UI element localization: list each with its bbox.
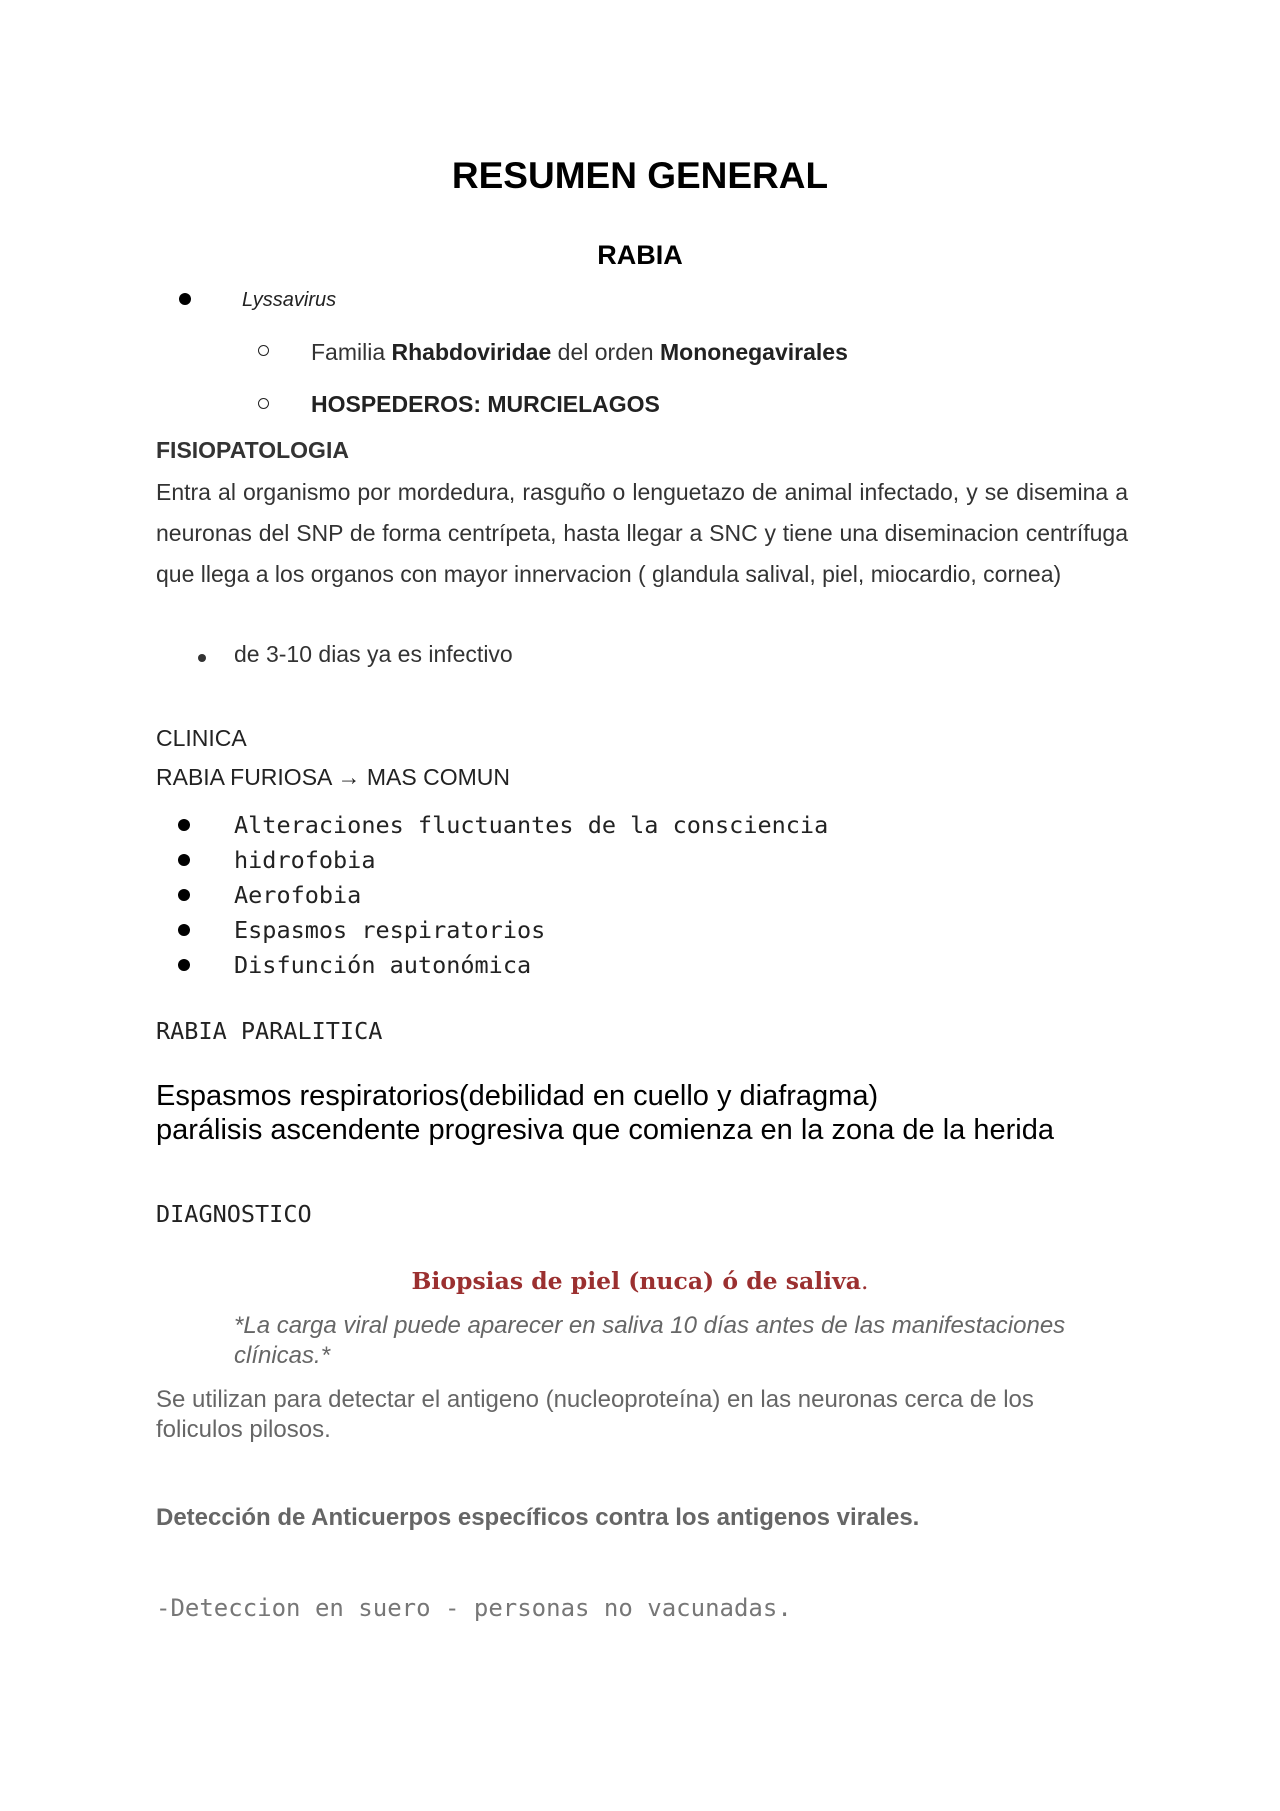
hosts-text: HOSPEDEROS: MURCIELAGOS (311, 391, 660, 417)
family-prefix: Familia (311, 339, 392, 365)
bullet-dot-icon (178, 959, 190, 971)
biopsias-suffix: . (860, 1267, 869, 1295)
furiosa-item: hidrofobia (234, 846, 376, 874)
order-name: Mononegavirales (659, 339, 848, 365)
fisiopatologia-heading: FISIOPATOLOGIA (156, 437, 349, 463)
clinica-heading: CLINICA (156, 725, 247, 751)
fisiopatologia-bullet: de 3-10 dias ya es infectivo (234, 641, 513, 667)
genus-name: Lyssavirus (242, 289, 337, 311)
bullet-ring-icon (258, 398, 269, 409)
bullet-dot-icon (178, 924, 190, 936)
bullet-dot-icon (178, 819, 190, 831)
document-title: RESUMEN GENERAL (451, 155, 829, 196)
paralitica-line: parálisis ascendente progresiva que comienza en la zona de la herida (156, 1114, 1054, 1146)
serum-detection-line: -Deteccion en suero - personas no vacunadas. (156, 1594, 792, 1622)
order-prefix: del orden (551, 339, 660, 365)
bullet-dot-icon (178, 854, 190, 866)
bullet-dot-icon (198, 654, 206, 662)
family-name: Rhabdoviridae (391, 339, 552, 365)
furiosa-item: Disfunción autonómica (234, 951, 532, 979)
rabia-paralitica-heading: RABIA PARALITICA (156, 1017, 383, 1045)
bullet-dot-icon (179, 293, 191, 305)
antigen-detection-text: Se utilizan para detectar el antigeno (nucleoproteína) en las neuronas cerca de los foliculos pilosos. (156, 1386, 1034, 1443)
antibody-detection-heading: Detección de Anticuerpos específicos contra los antigenos virales. (156, 1504, 920, 1531)
biopsias-text: Biopsias de piel (nuca) ó de saliva (411, 1267, 861, 1295)
taxonomy-line (311, 339, 848, 366)
furiosa-item: Espasmos respiratorios (234, 916, 546, 944)
furiosa-item: Aerofobia (234, 881, 362, 909)
bullet-ring-icon (258, 345, 269, 356)
paralitica-line: Espasmos respiratorios(debilidad en cuello y diafragma) (156, 1080, 879, 1112)
biopsias-line (0, 1267, 1280, 1295)
fisiopatologia-paragraph: Entra al organismo por mordedura, rasguño o lenguetazo de animal infectado, y se disemina a neuronas del SNP de forma centrípeta, hasta llegar a SNC y tiene una diseminacion centrífuga que llega a los organos con mayor innervacion ( glandula salival, piel, miocardio, cornea) (156, 479, 1128, 587)
bullet-dot-icon (178, 889, 190, 901)
rabia-furiosa-heading: RABIA FURIOSA → MAS COMUN (156, 764, 510, 790)
carga-viral-note: *La carga viral puede aparecer en saliva 10 días antes de las manifestaciones clínicas.* (234, 1312, 1066, 1369)
section-title-rabia: RABIA (597, 240, 683, 270)
diagnostico-heading: DIAGNOSTICO (156, 1200, 312, 1228)
hosts-line (311, 391, 660, 418)
furiosa-item: Alteraciones fluctuantes de la consciencia (234, 811, 829, 839)
